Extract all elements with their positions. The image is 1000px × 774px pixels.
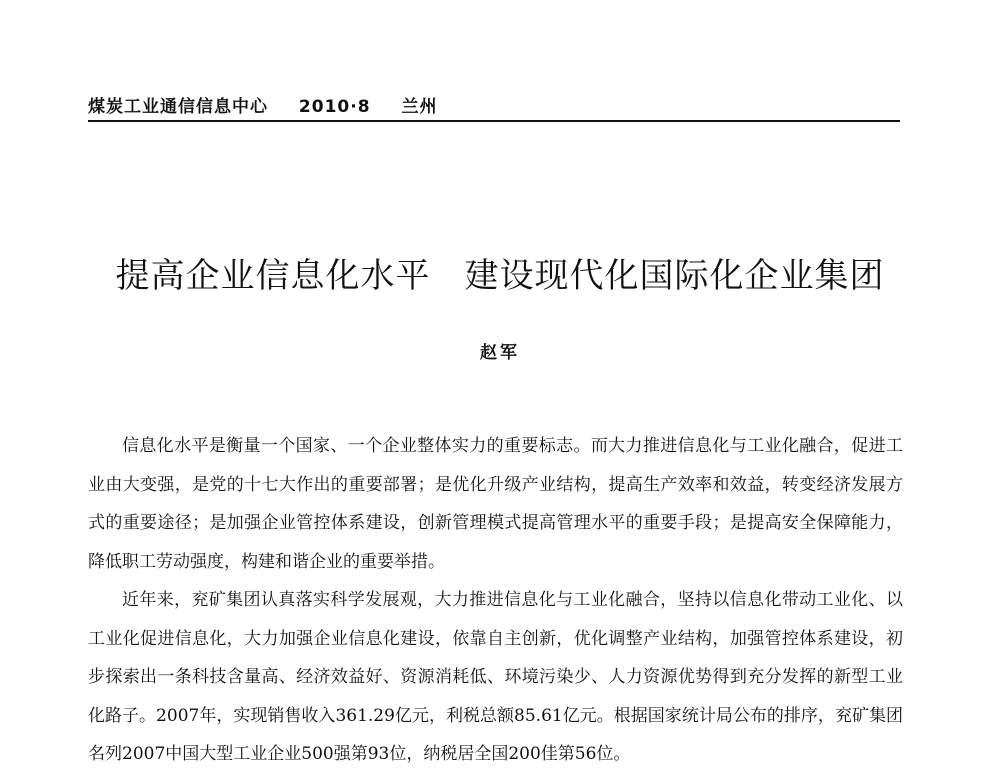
header-date: 2010·8 xyxy=(298,97,371,117)
article-title xyxy=(0,248,1000,297)
paragraph-2: 近年来，兖矿集团认真落实科学发展观，大力推进信息化与工业化融合，坚持以信息化带动工业化、以工业化促进信息化，大力加强企业信息化建设，依靠自主创新，优化调整产业结构，加强管控体系建设，初步探索出一条科技含量高、经济效益好、资源消耗低、环境污染少、人力资源优势得到充分发挥的新型工业化路子。2007年，实现销售收入361.29亿元，利税总额85.61亿元。根据国家统计局公布的排序，兖矿集团名列2007中国大型工业企业500强第93位，纳税居全国200佳第56位。 xyxy=(88,590,903,764)
running-header xyxy=(88,92,437,117)
paragraph-1: 信息化水平是衡量一个国家、一个企业整体实力的重要标志。而大力推进信息化与工业化融合，促进工业由大变强，是党的十七大作出的重要部署；是优化升级产业结构，提高生产效率和效益，转变经济发展方式的重要途径；是加强企业管控体系建设，创新管理模式提高管理水平的重要手段；是提高安全保障能力，降低职工劳动强度，构建和谐企业的重要举措。 xyxy=(88,436,903,572)
article-body xyxy=(88,427,903,774)
author-name: 赵军 xyxy=(480,343,520,363)
header-place: 兰州 xyxy=(401,97,438,117)
title-part-1: 提高企业信息化水平 xyxy=(115,256,431,296)
title-part-2: 建设现代化国际化企业集团 xyxy=(464,256,885,296)
header-publisher: 煤炭工业通信信息中心 xyxy=(88,97,268,117)
header-divider xyxy=(88,120,900,122)
